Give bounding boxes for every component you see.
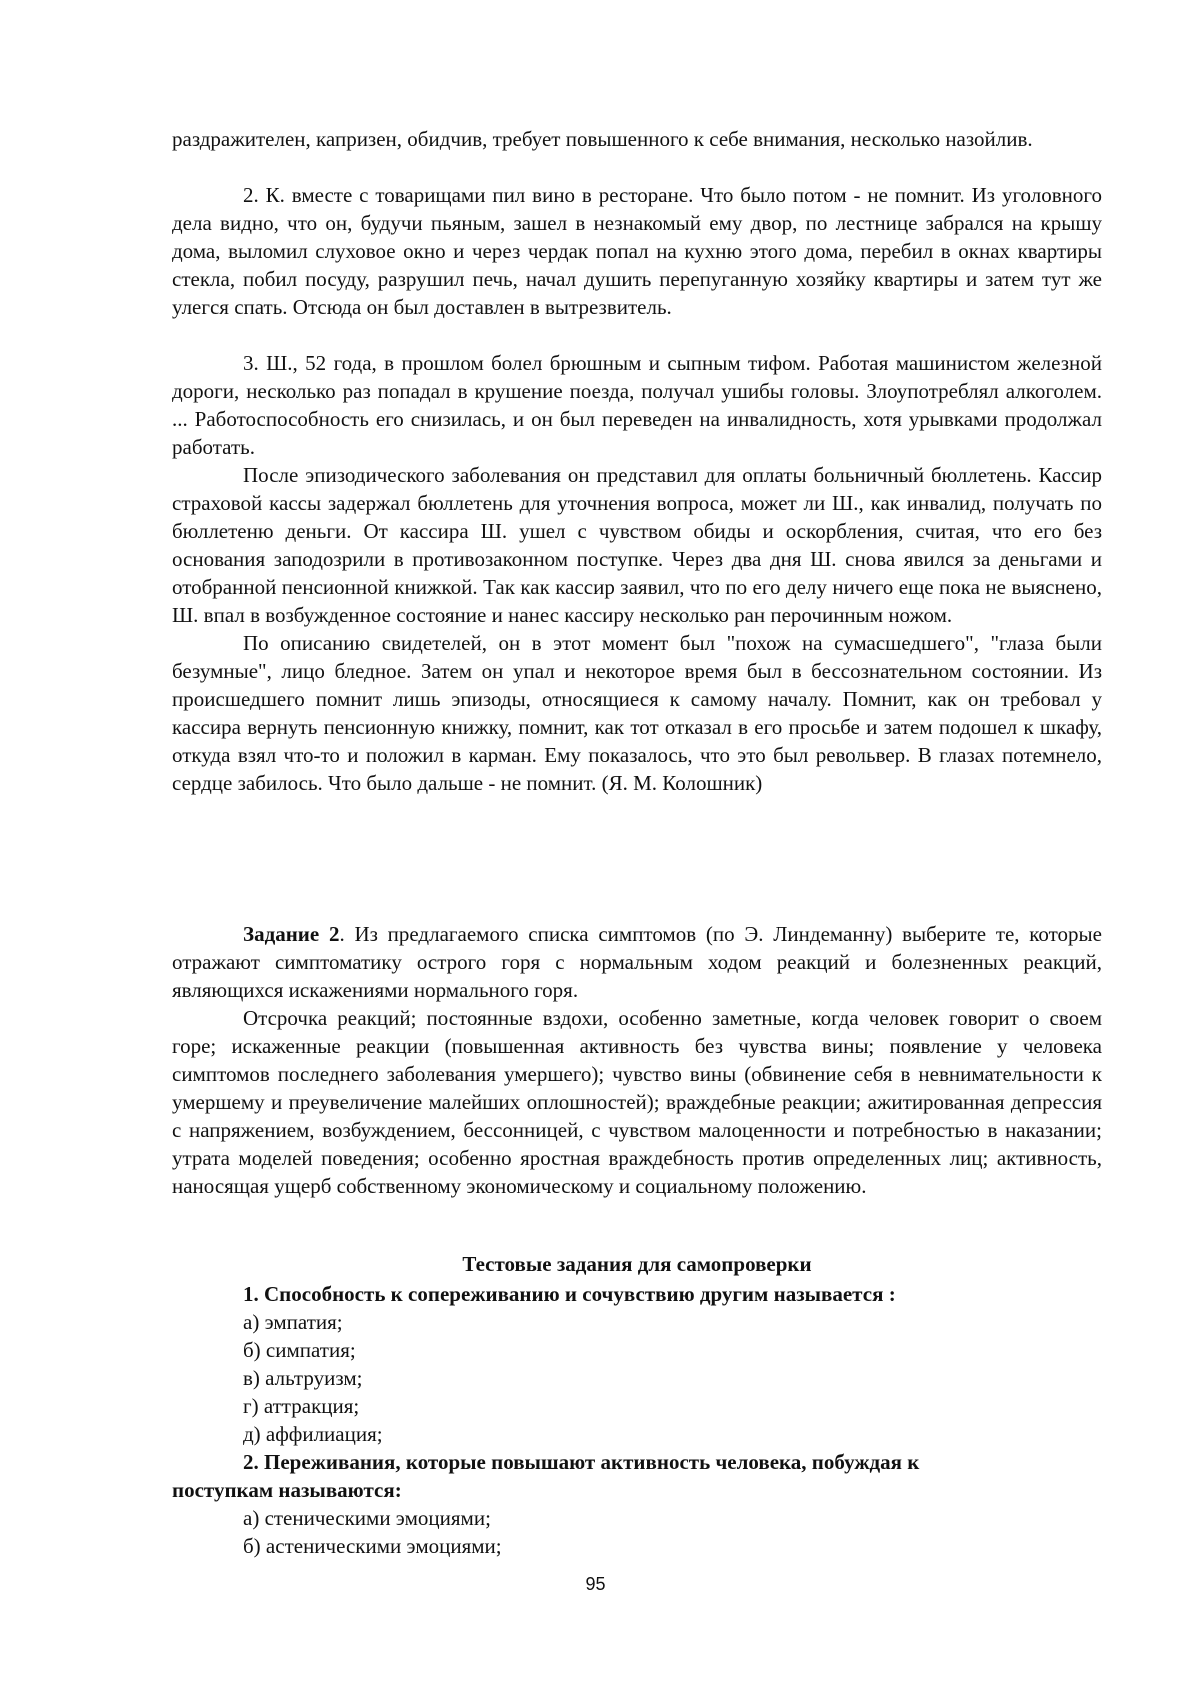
paragraph-continuation: раздражителен, капризен, обидчив, требует повышенного к себе внимания, несколько назойлив. (172, 127, 1033, 151)
task-2-section (172, 920, 1102, 1200)
question-1-option-c: в) альтруизм; (243, 1366, 363, 1390)
page-number: 95 (585, 1574, 606, 1594)
test-heading: Тестовые задания для самопроверки (462, 1252, 812, 1276)
case-3-paragraph-2: После эпизодического заболевания он представил для оплаты больничный бюллетень. Кассир страховой кассы задержал бюллетень для уточнения вопроса, может ли Ш., как инвалид, получать по бюллетеню деньги. От кассира Ш. ушел с чувством обиды и оскорбления, считая, что его без основания заподозрили в противозаконном поступке. Через два дня Ш. снова явился за деньгами и отобранной пенсионной книжкой. Так как кассир заявил, что по его делу ничего еще пока не выяснено, Ш. впал в возбужденное состояние и нанес кассиру несколько ран перочинным ножом. (172, 463, 1102, 627)
case-3-paragraph-3: По описанию свидетелей, он в этот момент был "похож на сумасшедшего", "глаза были безумные", лицо бледное. Затем он упал и некоторое время был в бессознательном состоянии. Из происшедшего помнит лишь эпизоды, относящиеся к самому началу. Помнит, как он требовал у кассира вернуть пенсионную книжку, помнит, как тот отказал в его просьбе и затем подошел к шкафу, откуда взял что-то и положил в карман. Ему показалось, что это был револьвер. В глазах потемнело, сердце забилось. Что было дальше - не помнит. (Я. М. Колошник) (172, 631, 1102, 795)
question-1-option-a: а) эмпатия; (243, 1310, 343, 1334)
case-2-paragraph: 2. К. вместе с товарищами пил вино в ресторане. Что было потом - не помнит. Из уголовного дела видно, что он, будучи пьяным, зашел в незнакомый ему двор, по лестнице забрался на крышу дома, выломил слуховое окно и через чердак попал на кухню этого дома, перебил в окнах квартиры стекла, побил посуду, разрушил печь, начал душить перепуганную хозяйку квартиры и затем тут же улегся спать. Отсюда он был доставлен в вытрезвитель. (172, 183, 1102, 319)
self-check-test (172, 1250, 1102, 1560)
question-1-option-d: г) аттракция; (243, 1394, 360, 1418)
task-2-intro (172, 920, 1102, 1004)
task-2-label: Задание 2 (243, 922, 340, 946)
question-2-line-1: 2. Переживания, которые повышают активность человека, побуждая к (243, 1450, 920, 1474)
question-1-option-e: д) аффилиация; (243, 1422, 383, 1446)
question-2-line-2: поступкам называются: (172, 1478, 402, 1502)
task-2-symptoms: Отсрочка реакций; постоянные вздохи, особенно заметные, когда человек говорит о своем горе; искаженные реакции (повышенная активность без чувства вины; появление у человека симптомов последнего заболевания умершего); чувство вины (обвинение себя в невнимательности к умершему и преувеличение малейших оплошностей); враждебные реакции; ажитированная депрессия с напряжением, возбуждением, бессонницей, с чувством малоценности и потребностью в наказании; утрата моделей поведения; особенно яростная враждебность против определенных лиц; активность, наносящая ущерб собственному экономическому и социальному положению. (172, 1006, 1102, 1198)
task-2-intro-text: . Из предлагаемого списка симптомов (по Э. Линдеманну) выберите те, которые отражают симптоматику острого горя с нормальным ходом реакций и болезненных реакций, являющихся искажениями нормального горя. (172, 922, 1102, 1002)
question-2-option-a: а) стеническими эмоциями; (243, 1506, 491, 1530)
case-descriptions (172, 125, 1102, 797)
question-2-option-b: б) астеническими эмоциями; (243, 1534, 502, 1558)
question-1: 1. Способность к сопереживанию и сочувствию другим называется : (243, 1282, 896, 1306)
case-3-paragraph: 3. Ш., 52 года, в прошлом болел брюшным и сыпным тифом. Работая машинистом железной дороги, несколько раз попадал в крушение поезда, получал ушибы головы. Злоупотреблял алкоголем. ... Работоспособность его снизилась, и он был переведен на инвалидность, хотя урывками продолжал работать. (172, 351, 1102, 459)
question-1-option-b: б) симпатия; (243, 1338, 356, 1362)
